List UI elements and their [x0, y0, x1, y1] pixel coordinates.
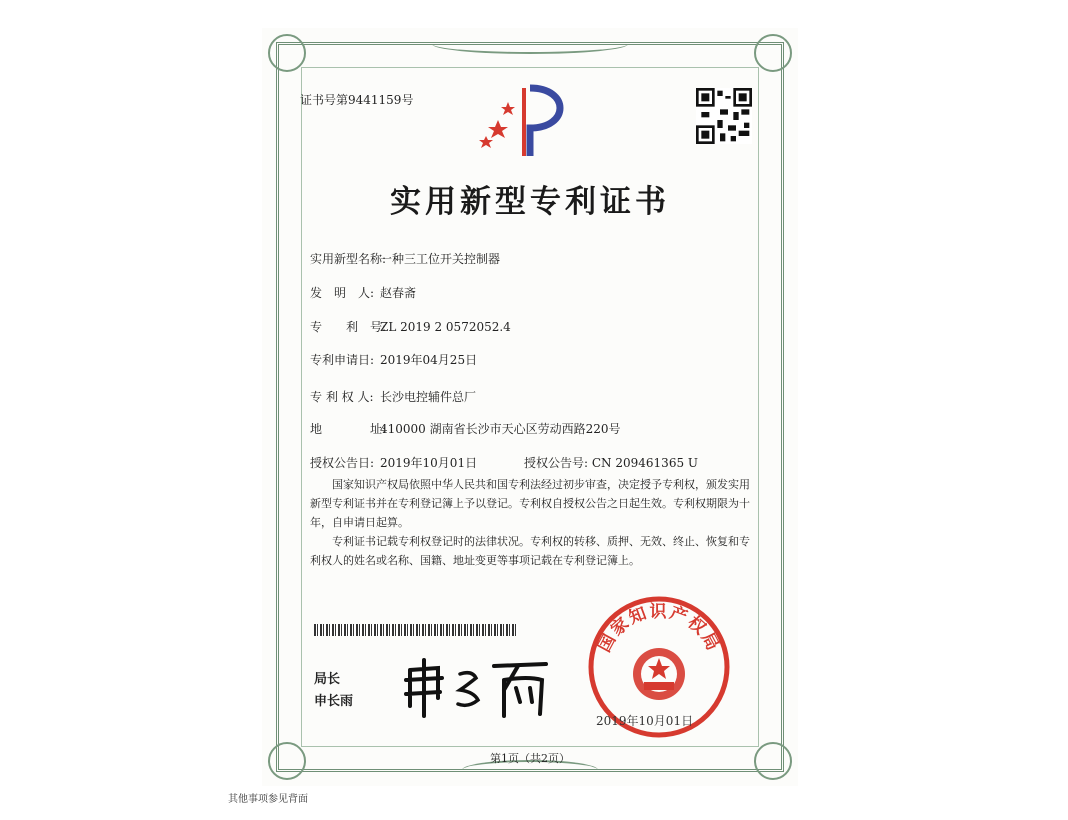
patent-office-logo-icon	[474, 80, 584, 160]
field-inventor	[310, 284, 416, 301]
top-ornament	[432, 34, 628, 54]
field-value: CN 209461365 U	[591, 456, 699, 470]
seal-text: 国家知识产权局	[594, 602, 724, 656]
field-value: 长沙电控辅件总厂	[380, 390, 477, 404]
field-publication-number	[524, 454, 698, 471]
field-label: 地 址:	[310, 422, 387, 436]
barcode-icon	[314, 624, 518, 636]
corner-ornament	[754, 34, 792, 72]
handwritten-signature	[402, 650, 552, 722]
field-label: 专利申请日:	[310, 353, 375, 367]
field-value: 2019年10月01日	[380, 456, 478, 470]
field-value: 2019年04月25日	[380, 353, 478, 367]
back-note: 其他事项参见背面	[228, 794, 308, 805]
signatory-name: 申长雨	[314, 694, 354, 709]
patent-certificate	[262, 28, 798, 786]
field-label: 专 利 号:	[310, 320, 387, 334]
legal-status-note: 专利证书记载专利权登记时的法律状况。专利权的转移、质押、无效、终止、恢复和专利权人的姓名或名称、国籍、地址变更等事项记载在专利登记簿上。	[310, 535, 750, 567]
seal-date: 2019年10月01日	[596, 714, 694, 728]
field-patent-number	[310, 318, 511, 335]
field-label: 实用新型名称:	[310, 252, 387, 266]
field-value: ZL 2019 2 0572052.4	[380, 320, 511, 334]
page-number: 第1页（共2页）	[490, 752, 570, 765]
field-value: 410000 湖南省长沙市天心区劳动西路220号	[380, 422, 621, 436]
signatory-title: 局长	[314, 672, 341, 687]
certificate-statement: 国家知识产权局依照中华人民共和国专利法经过初步审查，决定授予专利权，颁发实用新型专利证书并在专利登记簿上予以登记。专利权自授权公告之日起生效。专利权期限为十年，自申请日起算。	[310, 478, 750, 529]
field-label: 授权公告号:	[524, 456, 589, 470]
field-label: 专 利 权 人:	[310, 390, 374, 404]
svg-text:国家知识产权局	[595, 602, 724, 656]
qr-code-icon	[696, 88, 752, 144]
field-publication-date	[310, 454, 477, 471]
field-value: 赵春斋	[380, 286, 417, 300]
certificate-title: 实用新型专利证书	[390, 184, 670, 220]
field-value: 一种三工位开关控制器	[380, 252, 501, 266]
field-application-date	[310, 351, 477, 368]
field-address	[310, 420, 621, 437]
certificate-number: 证书号第9441159号	[300, 93, 414, 107]
field-patentee	[310, 388, 476, 405]
corner-ornament	[268, 34, 306, 72]
field-label: 授权公告日:	[310, 456, 375, 470]
field-utility-model-name	[310, 250, 500, 267]
field-label: 发 明 人:	[310, 286, 375, 300]
